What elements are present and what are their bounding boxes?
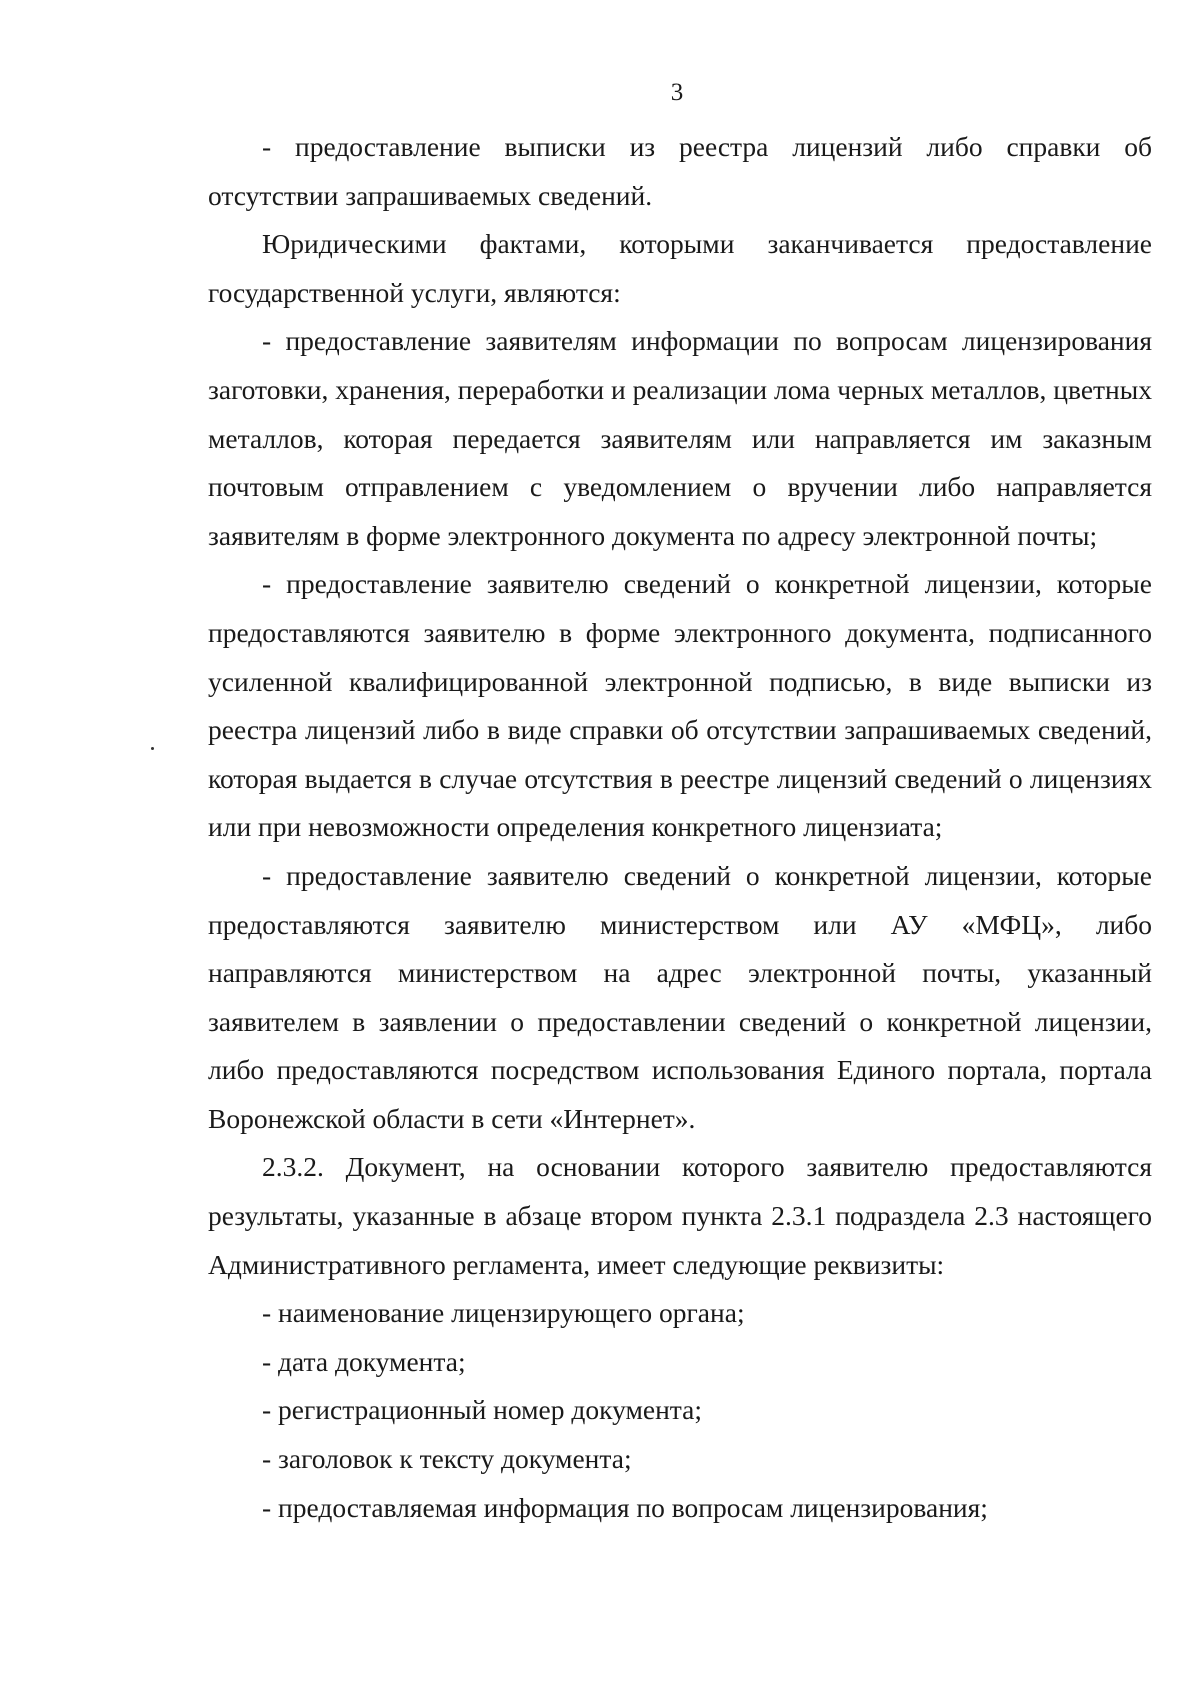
paragraph-license-details-electronic: - предоставление заявителю сведений о конкретной лицензии, которые предоставляются заявителю в форме электронного документа, подписанного усиленной квалифицированной электронной подписью, в виде выписки из реестра лицензий либо в виде справки об отсутствии запрашиваемых сведений, которая выдается в случае отсутствия в реестре лицензий сведений о лицензиях или при невозможности определения конкретного лицензиата; <box>208 568 1152 843</box>
paragraph-license-details-ministry: - предоставление заявителю сведений о конкретной лицензии, которые предоставляются заявителю министерством или АУ «МФЦ», либо направляются министерством на адрес электронной почты, указанный заявителем в заявлении о предоставлении сведений о конкретной лицензии, либо предоставляются посредством использования Единого портала, портала Воронежской области в сети «Интернет». <box>208 859 1152 1134</box>
paragraph-extract-result: - предоставление выписки из реестра лицензий либо справки об отсутствии запрашиваемых сведений. <box>208 131 1152 211</box>
document-body <box>208 123 1152 1532</box>
list-item-document-date: - дата документа; <box>262 1345 466 1377</box>
list-item-document-heading: - заголовок к тексту документа; <box>262 1443 632 1475</box>
list-item-licensing-information: - предоставляемая информация по вопросам лицензирования; <box>262 1491 988 1523</box>
page-number: 3 <box>670 79 684 106</box>
scan-speck <box>151 747 154 750</box>
paragraph-legal-facts: Юридическими фактами, которыми заканчивается предоставление государственной услуги, являются: <box>208 228 1152 308</box>
paragraph-section-2-3-2: 2.3.2. Документ, на основании которого заявителю предоставляются результаты, указанные в абзаце втором пункта 2.3.1 подраздела 2.3 настоящего Административного регламента, имеет следующие реквизиты: <box>208 1151 1152 1280</box>
list-item-authority-name: - наименование лицензирующего органа; <box>262 1297 745 1329</box>
paragraph-licensing-info: - предоставление заявителям информации по вопросам лицензирования заготовки, хранения, переработки и реализации лома черных металлов, цветных металлов, которая передается заявителям или направляется им заказным почтовым отправлением с уведомлением о вручении либо направляется заявителям в форме электронного документа по адресу электронной почты; <box>208 325 1152 551</box>
list-item-registration-number: - регистрационный номер документа; <box>262 1394 702 1426</box>
